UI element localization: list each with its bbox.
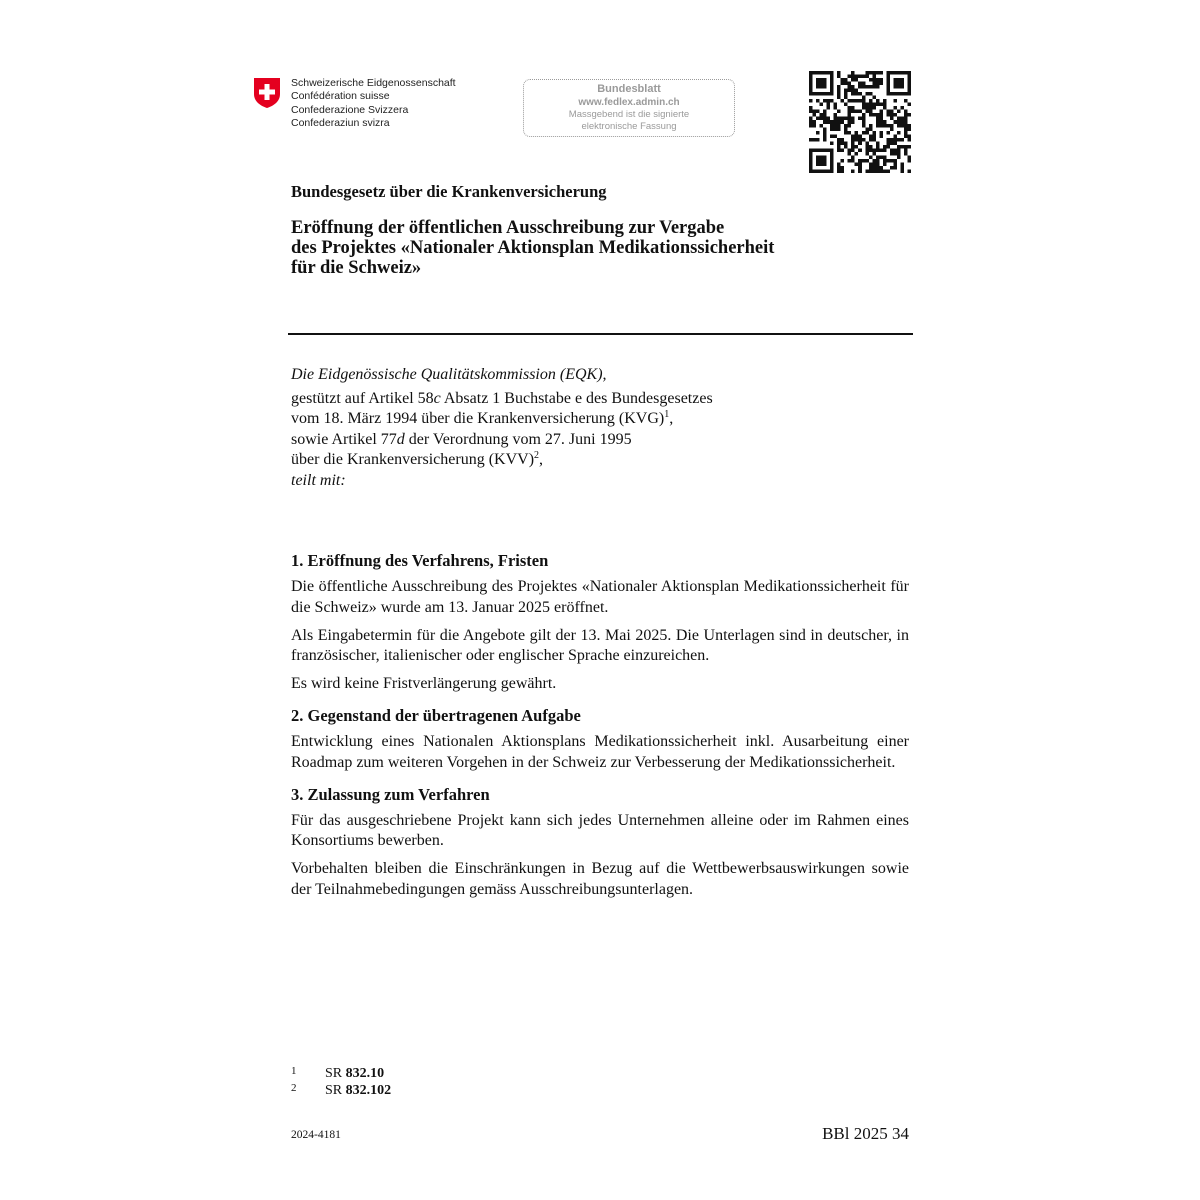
- section-heading: 3. Zulassung zum Verfahren: [291, 784, 490, 804]
- footnote-link[interactable]: 832.10: [345, 1066, 385, 1081]
- footnote-number: 1: [291, 1065, 297, 1077]
- preamble-text: ,: [669, 410, 674, 427]
- footnote: [291, 1080, 391, 1099]
- sections: [291, 551, 909, 908]
- act-title: Bundesgesetz über die Krankenversicherung: [291, 182, 607, 201]
- qr-code-icon: [809, 71, 911, 173]
- preamble-letter: d: [396, 430, 405, 448]
- federal-administration-label: [291, 77, 456, 131]
- paragraph: Entwicklung eines Nationalen Aktionsplans Medikationssicherheit inkl. Ausarbeitung einer Roadmap zum weiteren Vorgehen in der Schweiz zur Verbesserung der Medikationssicherheit.: [291, 732, 909, 771]
- footnote-number: 2: [291, 1082, 297, 1094]
- org-line: Confédération suisse: [291, 90, 390, 103]
- preamble-text: ,: [539, 451, 544, 468]
- document-id: 2024-4181: [291, 1129, 341, 1141]
- org-line: Confederazione Svizzera: [291, 103, 409, 116]
- section: [291, 706, 909, 774]
- footnote-prefix: SR: [325, 1083, 346, 1098]
- title-line: des Projektes «Nationaler Aktionsplan Medikationssicherheit: [291, 238, 775, 258]
- footnote-ref[interactable]: 1: [664, 409, 670, 420]
- preamble-line: [291, 430, 713, 451]
- section: [291, 551, 909, 695]
- title-line: für die Schweiz»: [291, 258, 422, 278]
- stamp-note: elektronische Fassung: [581, 120, 677, 132]
- preamble: [291, 365, 713, 491]
- preamble-text: sowie Artikel 77: [291, 430, 397, 448]
- footnote-link[interactable]: 832.102: [345, 1083, 392, 1098]
- preamble-line: [291, 389, 713, 410]
- bbl-reference: BBl 2025 34: [822, 1124, 909, 1143]
- paragraph: Die öffentliche Ausschreibung des Projektes «Nationaler Aktionsplan Medikationssicherheit für die Schweiz» wurde am 13. Januar 2025 eröffnet.: [291, 578, 909, 616]
- org-line: Schweizerische Eidgenossenschaft: [291, 77, 456, 89]
- document-title: [291, 218, 891, 278]
- paragraph: Für das ausgeschriebene Projekt kann sich jedes Unternehmen alleine oder im Rahmen eines Konsortiums bewerben.: [291, 811, 909, 850]
- section-heading: 1. Eröffnung des Verfahrens, Fristen: [291, 551, 549, 570]
- footnote-prefix: SR: [325, 1066, 346, 1081]
- stamp-note: Massgebend ist die signierte: [568, 109, 690, 120]
- title-line: Eröffnung der öffentlichen Ausschreibung zur Vergabe: [291, 218, 725, 238]
- paragraph: Vorbehalten bleiben die Einschränkungen in Bezug auf die Wettbewerbsauswirkungen sowie der Teilnahmebedingungen gemäss Ausschreibungsunterlagen.: [291, 860, 909, 898]
- preamble-line: [291, 450, 713, 471]
- paragraph: Als Eingabetermin für die Angebote gilt der 13. Mai 2025. Die Unterlagen sind in deutscher, in französischer, italienischer oder englischer Sprache einzureichen.: [291, 626, 909, 665]
- section: [291, 785, 909, 901]
- authority: Die Eidgenössische Qualitätskommission (EQK),: [291, 366, 607, 383]
- preamble-text: gestützt auf Artikel 58: [291, 389, 434, 407]
- paragraph: Es wird keine Fristverlängerung gewährt.: [291, 675, 557, 693]
- footnote-ref[interactable]: 2: [534, 450, 540, 461]
- preamble-letter: c: [433, 389, 441, 407]
- stamp-url: www.fedlex.admin.ch: [578, 97, 680, 108]
- preamble-text: vom 18. März 1994 über die Krankenversicherung (KVG): [291, 410, 665, 427]
- section-heading: 2. Gegenstand der übertragenen Aufgabe: [291, 705, 581, 725]
- preamble-closing: teilt mit:: [291, 471, 346, 489]
- bundesblatt-stamp: [523, 79, 735, 137]
- preamble-text: über die Krankenversicherung (KVV): [291, 451, 535, 468]
- preamble-text: der Verordnung vom 27. Juni 1995: [404, 430, 632, 448]
- title-divider: [288, 333, 913, 335]
- preamble-line: [291, 409, 713, 430]
- swiss-cross-icon: [253, 77, 281, 109]
- stamp-title: Bundesblatt: [597, 83, 661, 95]
- org-line: Confederaziun svizra: [291, 117, 390, 130]
- preamble-text: Absatz 1 Buchstabe e des Bundesgesetzes: [440, 389, 713, 407]
